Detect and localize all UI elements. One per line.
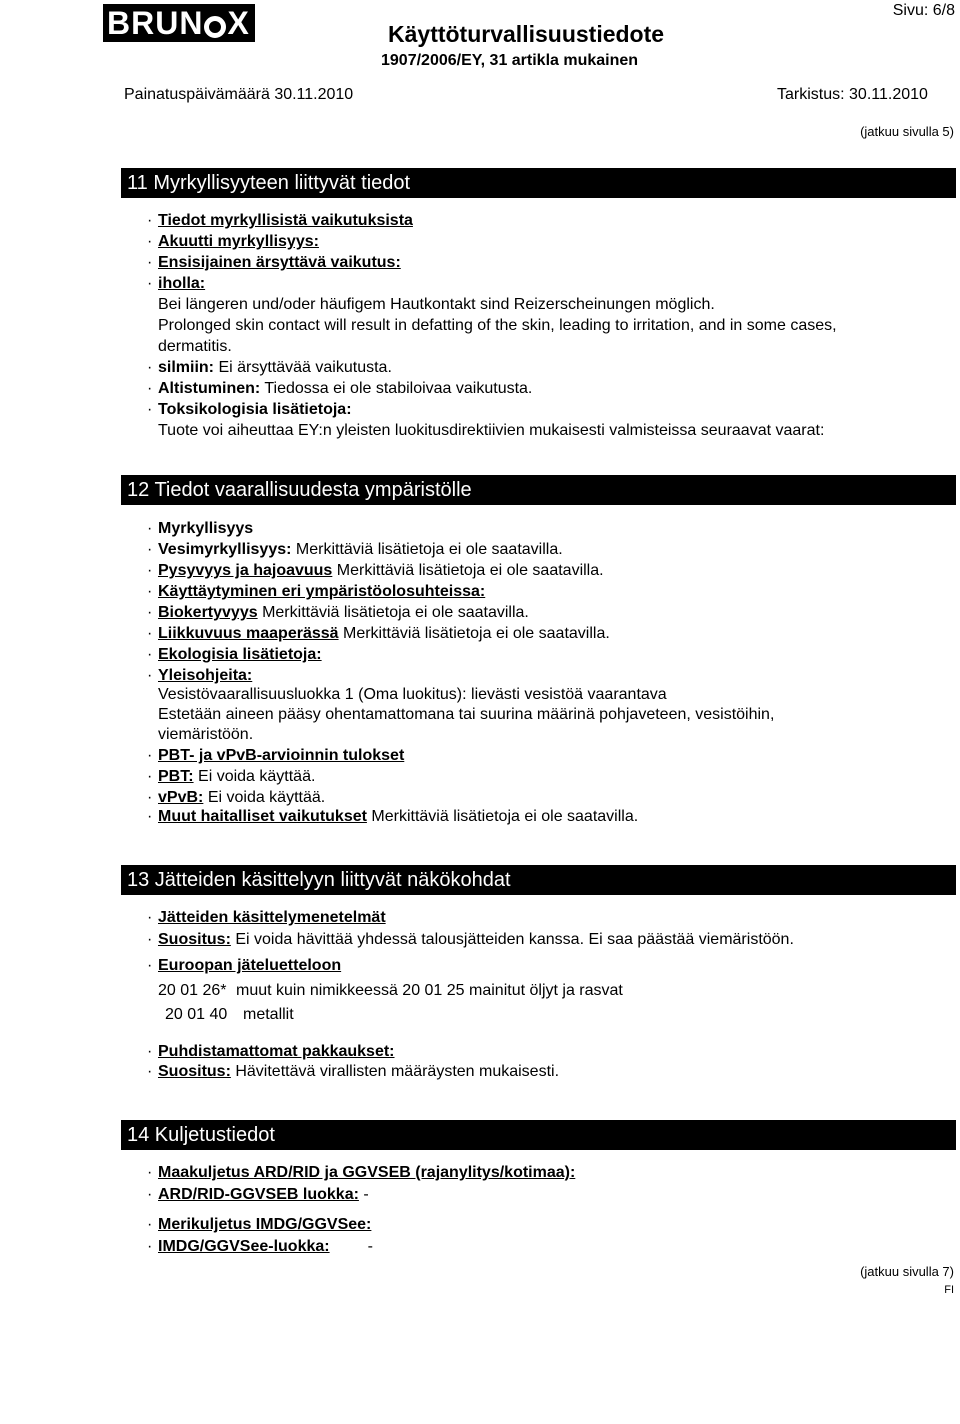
list-item: · Muut haitalliset vaikutukset Merkittäviä lisätietoja ei ole saatavilla. [147,808,639,825]
list-item: · vPvB: Ei voida käyttää. [147,789,326,806]
list-item: · Ekologisia lisätietoja: [147,646,322,663]
text-line: Prolonged skin contact will result in defatting of the skin, leading to irritation, and in some cases, [158,317,837,334]
continued-from: (jatkuu sivulla 5) [860,124,954,139]
continued-on: (jatkuu sivulla 7) [860,1264,954,1279]
document-subtitle: 1907/2006/EY, 31 artikla mukainen [381,52,639,69]
waste-code-row: 20 01 40 metallit [165,1006,294,1023]
document-title: Käyttöturvallisuustiedote [388,21,665,47]
section-13-header: 13 Jätteiden käsittelyyn liittyvät näkökohdat [121,865,956,895]
section-12-header: 12 Tiedot vaarallisuudesta ympäristölle [121,475,956,505]
list-item: · Maakuljetus ARD/RID ja GGVSEB (rajanylitys/kotimaa): [147,1164,576,1181]
list-item: · Vesimyrkyllisyys: Merkittäviä lisätietoja ei ole saatavilla. [147,541,563,558]
section-14-header: 14 Kuljetustiedot [121,1120,956,1150]
list-item: · Suositus: Ei voida hävittää yhdessä talousjätteiden kanssa. Ei saa päästää viemäristöön. [147,931,794,948]
logo-ring-icon [204,16,226,38]
list-item: · Euroopan jäteluetteloon [147,957,342,974]
text-line: Bei längeren und/oder häufigem Hautkontakt sind Reizerscheinungen möglich. [158,296,715,313]
list-item: · iholla: [147,275,206,292]
section-11-header: 11 Myrkyllisyyteen liittyvät tiedot [121,168,956,198]
language-code: FI [944,1284,954,1296]
list-item: · Biokertyvyys Merkittäviä lisätietoja ei ole saatavilla. [147,604,529,621]
waste-code-row: 20 01 26* muut kuin nimikkeessä 20 01 25 mainitut öljyt ja rasvat [158,982,623,999]
list-item: · Pysyvyys ja hajoavuus Merkittäviä lisätietoja ei ole saatavilla. [147,562,604,579]
list-item: · Jätteiden käsittelymenetelmät [147,909,386,926]
list-item: · Akuutti myrkyllisyys: [147,233,319,250]
list-item: · IMDG/GGVSee-luokka: - [147,1238,373,1255]
brunox-logo: BRUN X [103,4,255,42]
list-item: · Altistuminen: Tiedossa ei ole stabiloivaa vaikutusta. [147,380,533,397]
list-item: · Liikkuvuus maaperässä Merkittäviä lisätietoja ei ole saatavilla. [147,625,610,642]
list-item: · silmiin: Ei ärsyttävää vaikutusta. [147,359,392,376]
list-item: · PBT: Ei voida käyttää. [147,768,316,785]
list-item: · Toksikologisia lisätietoja: [147,401,352,418]
list-item: · Tiedot myrkyllisistä vaikutuksista [147,212,413,229]
text-line: Vesistövaarallisuusluokka 1 (Oma luokitus): lievästi vesistöä vaarantava [158,686,667,703]
list-item: · Käyttäytyminen eri ympäristöolosuhteissa: [147,583,486,600]
list-item: · Merikuljetus IMDG/GGVSee: [147,1216,372,1233]
list-item: · Ensisijainen ärsyttävä vaikutus: [147,254,401,271]
revision-date: Tarkistus: 30.11.2010 [777,86,928,103]
text-line: Tuote voi aiheuttaa EY:n yleisten luokitusdirektiivien mukaisesti valmisteissa seuraavat vaarat: [158,422,825,439]
list-item: · Yleisohjeita: [147,667,253,684]
list-item: · PBT- ja vPvB-arvioinnin tulokset [147,747,405,764]
list-item: · ARD/RID-GGVSEB luokka: - [147,1186,369,1203]
list-item: · Puhdistamattomat pakkaukset: [147,1043,395,1060]
list-item: · Myrkyllisyys [147,520,254,537]
text-line: dermatitis. [158,338,232,355]
text-line: Estetään aineen pääsy ohentamattomana tai suurina määrinä pohjaveteen, vesistöihin, [158,706,775,723]
list-item: · Suositus: Hävitettävä virallisten määräysten mukaisesti. [147,1063,560,1080]
print-date: Painatuspäivämäärä 30.11.2010 [124,86,354,103]
text-line: viemäristöön. [158,726,254,743]
page-number: Sivu: 6/8 [892,2,955,19]
